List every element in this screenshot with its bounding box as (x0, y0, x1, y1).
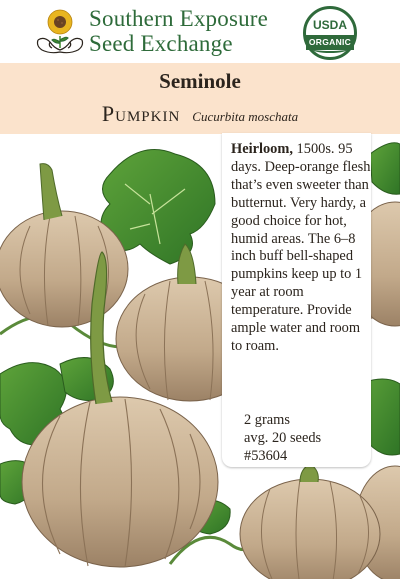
packet-header (0, 0, 400, 62)
company-name (89, 6, 268, 56)
description-card (222, 133, 371, 467)
packet-seed-count: avg. 20 seeds (244, 429, 322, 446)
latin-name: Cucurbita moschata (192, 109, 299, 124)
description-text (231, 141, 371, 356)
crop-line (0, 101, 400, 127)
variety-name: Seminole (159, 69, 241, 93)
seal-band-text: ORGANIC (306, 35, 354, 50)
seal-arc (312, 45, 348, 53)
seal-top-text: USDA (312, 18, 347, 32)
sunflower-hands-icon (34, 6, 86, 58)
company-name-line-1: Southern Exposure (89, 6, 269, 31)
packet-item-number: #53604 (244, 447, 288, 464)
crop-name: Pumpkin (101, 101, 181, 126)
packet-weight: 2 grams (244, 412, 290, 428)
packet-details (244, 412, 321, 466)
title-band (0, 63, 400, 134)
description-body: 1500s. 95 days. Deep-orange flesh that’s even sweeter than butternut. Very hardy, a good choice for hot, humid areas. The 6–8 inch buff bell-shaped pumpkins keep up to 1 year at room temperature. Provide ample water and room to roam. (231, 141, 371, 354)
company-name-line-2: Seed Exchange (89, 31, 233, 56)
description-lead: Heirloom, (231, 141, 293, 157)
usda-organic-seal (303, 6, 357, 60)
